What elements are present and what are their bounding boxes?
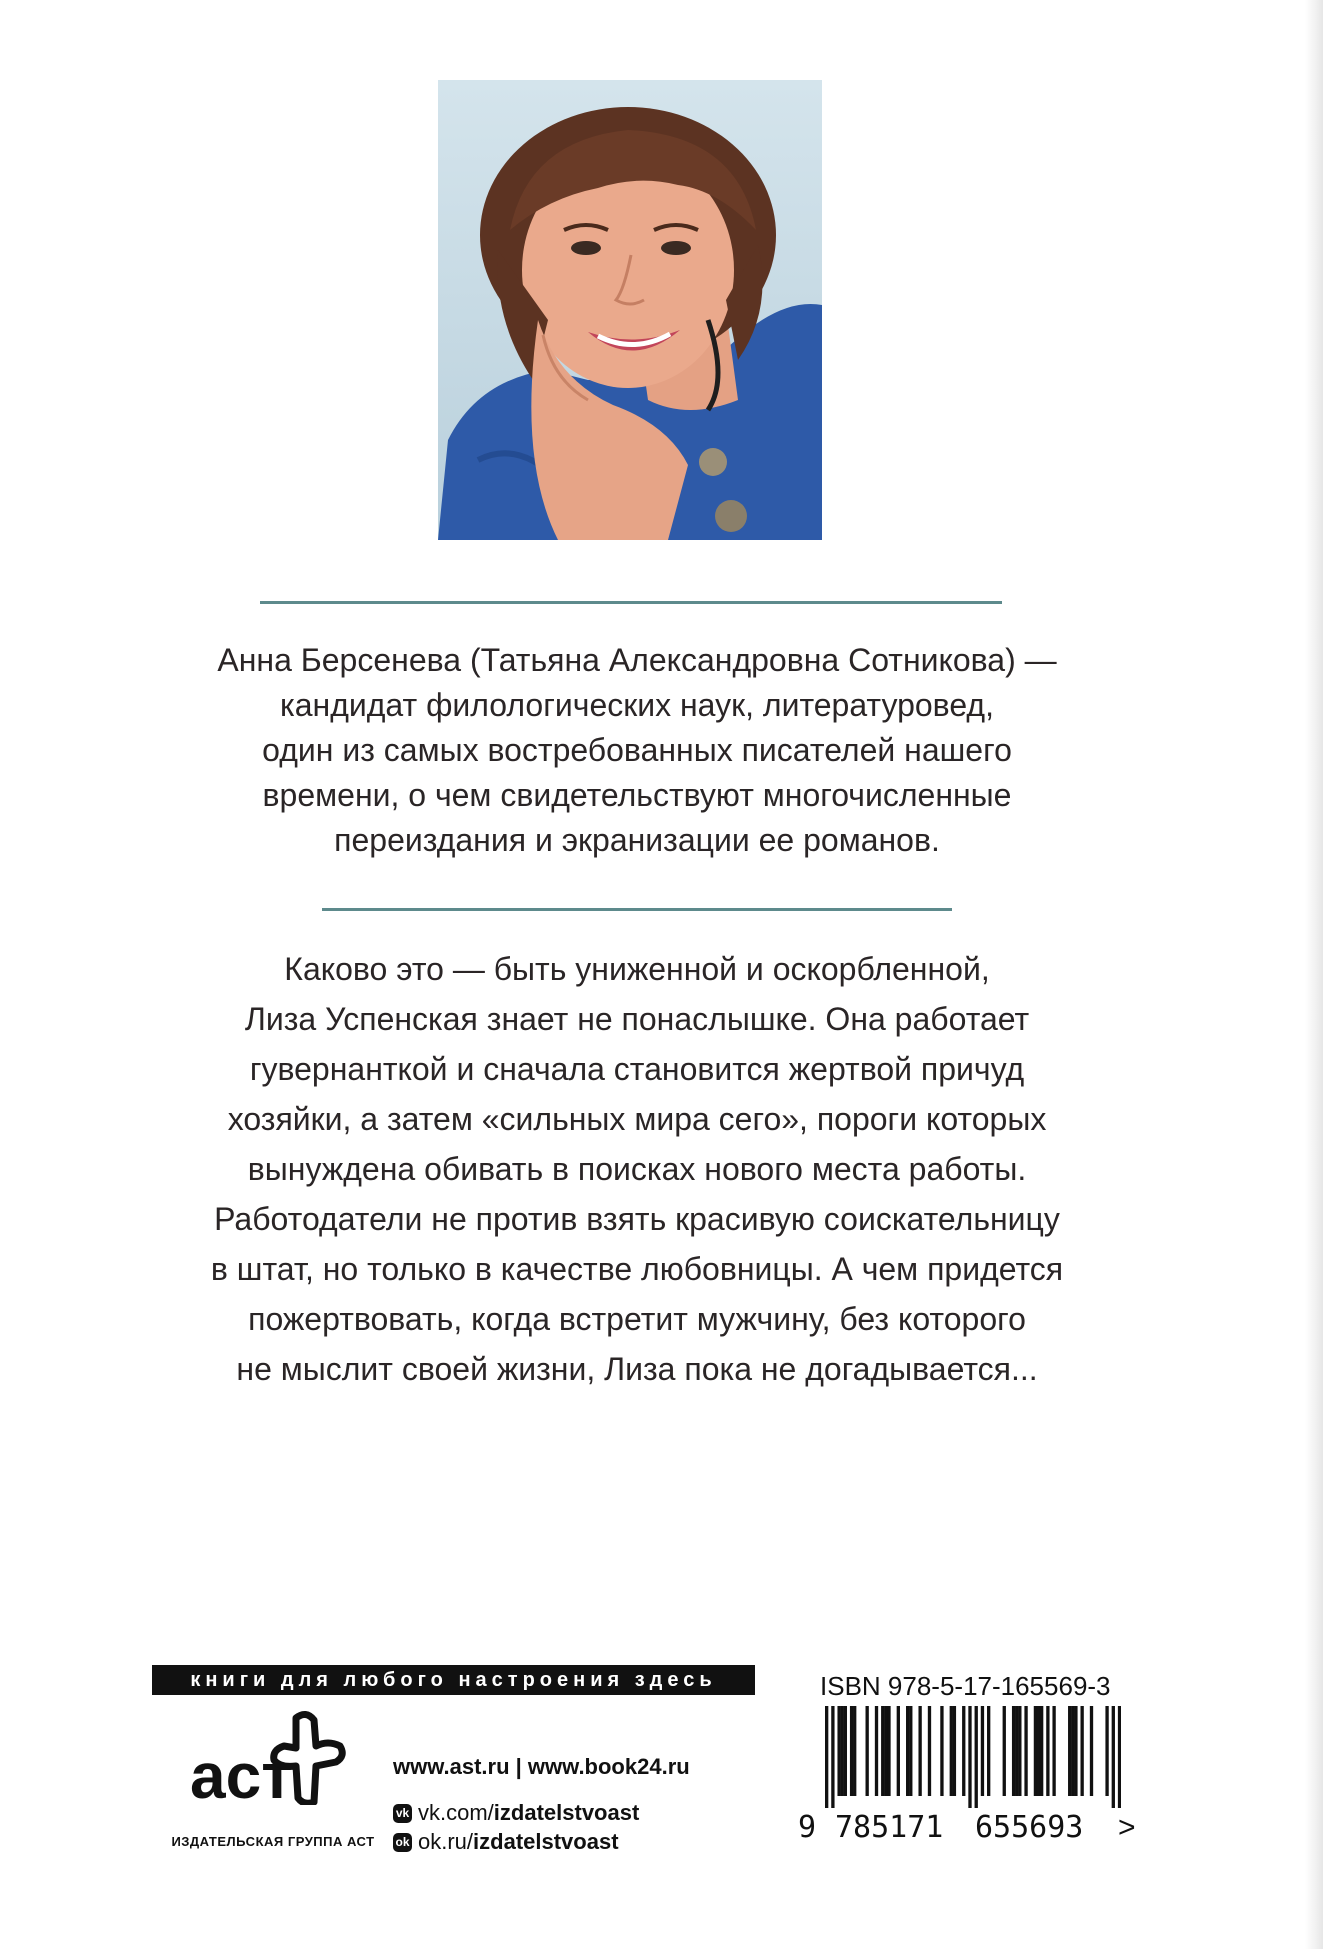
barcode-arrow: > <box>1118 1811 1136 1844</box>
barcode-bar <box>1052 1706 1055 1796</box>
barcode-bar <box>1012 1706 1015 1796</box>
barcode-bar <box>1118 1706 1121 1808</box>
barcode-digits-left: 785171 <box>835 1810 944 1845</box>
barcode-bar <box>981 1706 984 1796</box>
book-blurb <box>120 944 1154 1394</box>
isbn-barcode <box>825 1706 1121 1808</box>
barcode-bar <box>1046 1706 1049 1796</box>
isbn-label: ISBN 978-5-17-165569-3 <box>820 1671 1111 1701</box>
page-edge <box>1305 0 1323 1949</box>
barcode-bar <box>853 1706 856 1796</box>
bio-line: кандидат филологических наук, литературовед, <box>280 687 994 723</box>
barcode-bar <box>1080 1706 1083 1796</box>
ast-logo-icon <box>188 1710 348 1805</box>
barcode-bar <box>866 1706 869 1796</box>
logo-text: аст <box>190 1740 293 1805</box>
divider-top <box>260 601 1002 604</box>
blurb-line: не мыслит своей жизни, Лиза пока не догадывается... <box>236 1351 1038 1387</box>
barcode-bar <box>975 1706 978 1808</box>
barcode-digits-right: 655693 <box>975 1810 1084 1845</box>
barcode-bar <box>837 1706 840 1796</box>
vk-prefix: vk.com/ <box>418 1800 494 1825</box>
barcode-bar <box>906 1706 909 1796</box>
barcode-bar <box>1068 1706 1071 1796</box>
barcode-bar <box>1015 1706 1018 1796</box>
barcode-bar <box>1074 1706 1077 1796</box>
divider-middle <box>322 908 952 911</box>
barcode-bar <box>950 1706 953 1796</box>
blurb-line: Каково это — быть униженной и оскорбленной, <box>284 951 990 987</box>
barcode-bar <box>953 1706 956 1796</box>
tagline-banner: книги для любого настроения здесь <box>152 1665 755 1695</box>
barcode-bar <box>1024 1706 1027 1796</box>
vk-handle: izdatelstvoast <box>493 1800 640 1825</box>
ok-handle: izdatelstvoast <box>473 1829 619 1854</box>
barcode-bar <box>1090 1706 1093 1796</box>
ok-prefix: ok.ru/ <box>418 1829 474 1854</box>
bio-line: переиздания и экранизации ее романов. <box>334 822 940 858</box>
barcode-bar <box>1112 1706 1115 1808</box>
barcode-bar <box>841 1706 844 1796</box>
bio-line: один из самых востребованных писателей нашего <box>262 732 1012 768</box>
author-photo <box>438 80 822 540</box>
ok-icon: ok <box>393 1833 412 1852</box>
barcode-bar <box>1034 1706 1037 1796</box>
barcode-bar <box>844 1706 847 1796</box>
author-portrait-icon <box>438 80 822 540</box>
bio-line: Анна Берсенева (Татьяна Александровна Сотникова) — <box>217 642 1057 678</box>
author-bio <box>120 638 1154 863</box>
ok-link[interactable] <box>393 1829 619 1855</box>
barcode-bar <box>897 1706 900 1796</box>
blurb-line: в штат, но только в качестве любовницы. А чем придется <box>210 1251 1064 1287</box>
blurb-line: Лиза Успенская знает не понаслышке. Она работает <box>244 1001 1030 1037</box>
barcode-bar <box>1105 1706 1108 1796</box>
barcode-bar <box>1040 1706 1043 1796</box>
vk-link[interactable] <box>393 1800 639 1826</box>
barcode-bar <box>887 1706 890 1796</box>
barcode-bar <box>884 1706 887 1796</box>
blurb-line: пожертвовать, когда встретит мужчину, без которого <box>248 1301 1026 1337</box>
barcode-bar <box>850 1706 853 1796</box>
blurb-line: вынуждена обивать в поисках нового места работы. <box>247 1151 1027 1187</box>
barcode-digit-first: 9 <box>798 1810 817 1845</box>
website-links[interactable]: www.ast.ru | www.book24.ru <box>393 1754 690 1779</box>
barcode-bar <box>940 1706 943 1796</box>
barcode-bar <box>987 1706 990 1796</box>
blurb-line: гувернанткой и сначала становится жертвой причуд <box>249 1051 1025 1087</box>
barcode-bar <box>909 1706 912 1796</box>
publisher-name: ИЗДАТЕЛЬСКАЯ ГРУППА АСТ <box>171 1834 375 1849</box>
barcode-bar <box>918 1706 921 1796</box>
barcode-bar <box>831 1706 834 1808</box>
barcode-bar <box>1018 1706 1021 1796</box>
blurb-line: хозяйки, а затем «сильных мира сего», пороги которых <box>227 1101 1047 1137</box>
blurb-line: Работодатели не против взять красивую соискательницу <box>214 1201 1060 1237</box>
barcode-bar <box>875 1706 878 1796</box>
barcode-bar <box>928 1706 931 1796</box>
bio-line: времени, о чем свидетельствуют многочисленные <box>262 777 1012 813</box>
barcode-bar <box>962 1706 965 1796</box>
barcode-bar <box>825 1706 828 1808</box>
barcode-bar <box>881 1706 884 1796</box>
barcode-bar <box>1037 1706 1040 1796</box>
barcode-bar <box>1003 1706 1006 1796</box>
barcode-bar <box>1071 1706 1074 1796</box>
vk-icon: vk <box>393 1804 412 1823</box>
barcode-bar <box>968 1706 971 1808</box>
